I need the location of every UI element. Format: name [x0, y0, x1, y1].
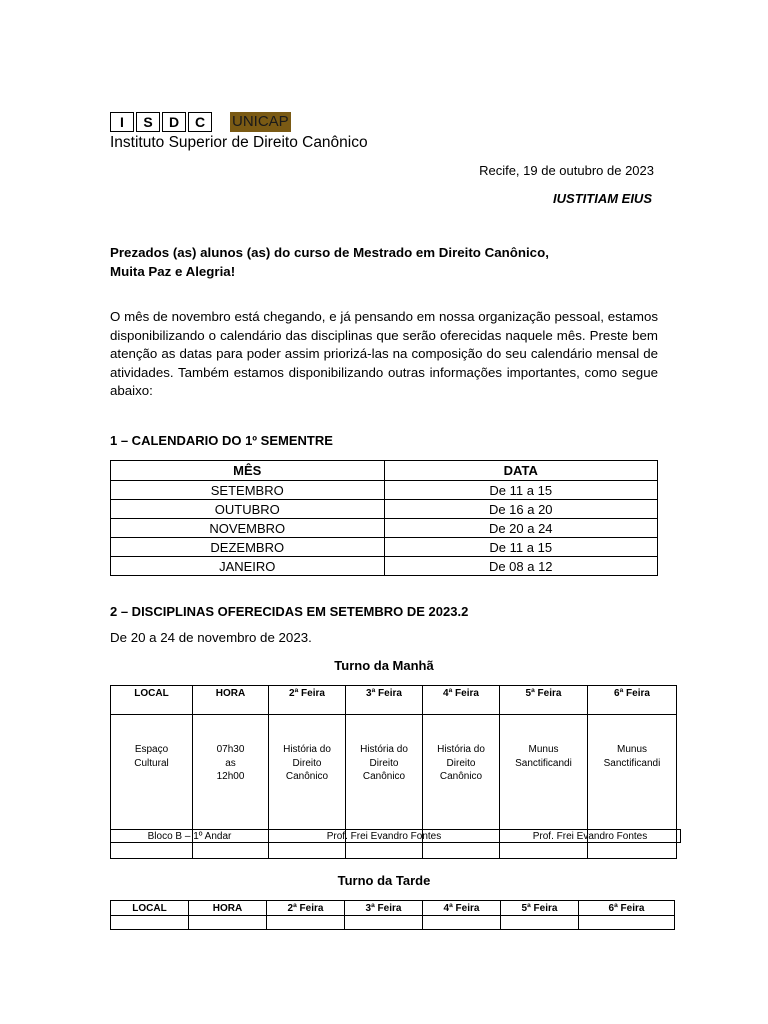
- table-header-row: [111, 461, 658, 481]
- course-line: História do: [360, 744, 408, 755]
- greeting-line-2: Muita Paz e Alegria!: [110, 264, 236, 279]
- afternoon-schedule-table: [110, 900, 675, 930]
- date-cell: De 11 a 15: [384, 538, 658, 557]
- col-header-local: LOCAL: [111, 901, 189, 916]
- course-line: Direito: [446, 757, 476, 769]
- hora-line: 07h30: [216, 744, 245, 755]
- logo-letter-i: I: [110, 112, 134, 132]
- table-row: [111, 557, 658, 576]
- logo-letter-c: C: [188, 112, 212, 132]
- table-header-row: [111, 901, 675, 916]
- hora-line: 12h00: [216, 771, 245, 782]
- table-row: [111, 500, 658, 519]
- section-2-subtitle: De 20 a 24 de novembro de 2023.: [110, 630, 312, 645]
- course-line: Sanctificandi: [515, 757, 572, 769]
- table-row: [111, 519, 658, 538]
- col-header-local: LOCAL: [111, 686, 193, 715]
- section-1-title: 1 – CALENDARIO DO 1º SEMENTRE: [110, 433, 333, 448]
- letter-date: Recife, 19 de outubro de 2023: [479, 163, 654, 178]
- brand-name: UNICAP: [232, 113, 289, 130]
- logo-letter-d: D: [162, 112, 186, 132]
- col-header-friday: 6ª Feira: [588, 686, 677, 715]
- local-line: Espaço: [134, 744, 169, 755]
- col-header-tuesday: 3ª Feira: [345, 901, 423, 916]
- col-header-monday: 2ª Feira: [269, 686, 346, 715]
- course-line: Direito: [369, 757, 399, 769]
- col-header-hora: HORA: [193, 686, 269, 715]
- institute-name: Instituto Superior de Direito Canônico: [110, 134, 368, 151]
- empty-cell: [189, 916, 267, 930]
- date-cell: De 20 a 24: [384, 519, 658, 538]
- month-cell: OUTUBRO: [111, 500, 385, 519]
- empty-cell: [111, 916, 189, 930]
- table-row: [111, 481, 658, 500]
- morning-shift-title: Turno da Manhã: [334, 658, 434, 673]
- col-header-date: DATA: [384, 461, 658, 481]
- month-cell: NOVEMBRO: [111, 519, 385, 538]
- greeting-line-1: Prezados (as) alunos (as) do curso de Mestrado em Direito Canônico,: [110, 245, 549, 260]
- empty-cell: [579, 916, 675, 930]
- morning-footer-row: [110, 829, 681, 843]
- greeting: [110, 243, 549, 281]
- date-cell: De 16 a 20: [384, 500, 658, 519]
- course-line: Sanctificandi: [603, 757, 661, 769]
- empty-cell: [267, 916, 345, 930]
- body-paragraph: O mês de novembro está chegando, e já pensando em nossa organização pessoal, estamos disponibilizando o calendário das disciplinas que serão oferecidas naquele mês. Preste bem atenção as datas para poder assim priorizá-las na composição do seu calendário mensal de atividades. Também estamos disponibilizando outras informações importantes, como segue abaixo:: [110, 309, 658, 398]
- col-header-thursday: 5ª Feira: [500, 686, 588, 715]
- month-cell: DEZEMBRO: [111, 538, 385, 557]
- date-cell: De 08 a 12: [384, 557, 658, 576]
- course-line: Direito: [292, 757, 322, 769]
- hora-line: as: [225, 757, 236, 769]
- col-header-tuesday: 3ª Feira: [346, 686, 423, 715]
- professor-footer: Prof. Frei Evandro Fontes: [268, 829, 500, 843]
- course-line: Munus: [616, 744, 647, 755]
- col-header-monday: 2ª Feira: [267, 901, 345, 916]
- course-line: Canônico: [439, 771, 483, 782]
- col-header-hora: HORA: [189, 901, 267, 916]
- logo-letter-s: S: [136, 112, 160, 132]
- calendar-table: [110, 460, 658, 576]
- col-header-thursday: 5ª Feira: [501, 901, 579, 916]
- course-line: História do: [437, 744, 485, 755]
- month-cell: JANEIRO: [111, 557, 385, 576]
- col-header-wednesday: 4ª Feira: [423, 686, 500, 715]
- local-line: Cultural: [134, 757, 169, 769]
- col-header-friday: 6ª Feira: [579, 901, 675, 916]
- logo: [110, 111, 291, 133]
- col-header-wednesday: 4ª Feira: [423, 901, 501, 916]
- empty-cell: [345, 916, 423, 930]
- empty-cell: [501, 916, 579, 930]
- professor-footer: Prof. Frei Evandro Fontes: [499, 829, 681, 843]
- course-line: Canônico: [285, 771, 329, 782]
- table-row: [111, 538, 658, 557]
- course-line: História do: [283, 744, 331, 755]
- course-line: Munus: [528, 744, 559, 755]
- table-header-row: [111, 686, 677, 715]
- empty-cell: [423, 916, 501, 930]
- month-cell: SETEMBRO: [111, 481, 385, 500]
- col-header-month: MÊS: [111, 461, 385, 481]
- course-line: Canônico: [362, 771, 406, 782]
- date-cell: De 11 a 15: [384, 481, 658, 500]
- afternoon-shift-title: Turno da Tarde: [337, 873, 431, 888]
- section-2-title: 2 – DISCIPLINAS OFERECIDAS EM SETEMBRO DE 2023.2: [110, 604, 469, 619]
- table-row: [111, 916, 675, 930]
- location-footer: Bloco B – 1º Andar: [110, 829, 269, 843]
- motto: IUSTITIAM EIUS: [553, 191, 652, 206]
